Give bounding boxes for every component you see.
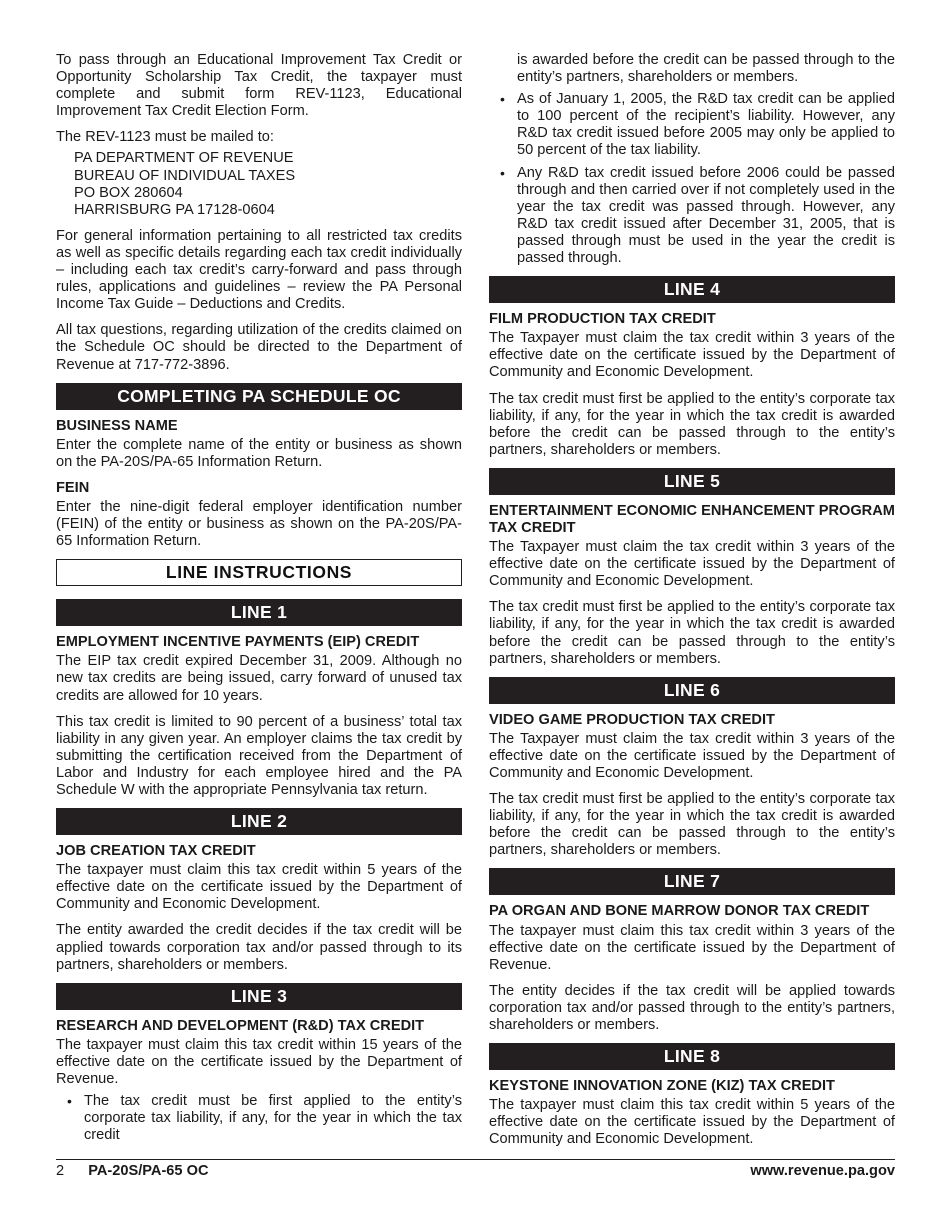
line-8-paragraph: The taxpayer must claim this tax credit within 5 years of the effective date on the certificate issued by the Department of Community and Economic Development. xyxy=(489,1097,895,1148)
line-1-paragraph: The EIP tax credit expired December 31, 2009. Although no new tax credits are being issued, carry forward of unused tax credits are allowed for 10 years. xyxy=(56,653,462,704)
line-1-bar: LINE 1 xyxy=(56,599,462,626)
line-1-paragraph: This tax credit is limited to 90 percent of a business’ total tax liability in any given year. An employer claims the tax credit by submitting the certification received from the Department of Labor and Industry for each employee hired and the PA Schedule W with the appropriate Pennsylvania tax return. xyxy=(56,713,462,798)
line-3-bullet-list-continued xyxy=(489,91,895,267)
line-5-paragraph: The tax credit must first be applied to the entity’s corporate tax liability, if any, for the year in which the tax credit is awarded before the credit can be passed through to the entity’s partners, shareholders or members. xyxy=(489,599,895,667)
general-info-paragraph: For general information pertaining to all restricted tax credits as well as specific details regarding each tax credit individually – including each tax credit’s carry-forward and pass through rules, applications and guidelines – review the PA Personal Income Tax Guide – Deductions and Credits. xyxy=(56,227,462,313)
bullet-item: • The tax credit must be first applied to the entity’s corporate tax liability, if any, for the year in which the tax credit xyxy=(84,1093,462,1144)
line-3-heading: RESEARCH AND DEVELOPMENT (R&D) TAX CREDIT xyxy=(56,1017,425,1034)
bullet-item: • Any R&D tax credit issued before 2006 could be passed through and then carried over if not completely used in the year the tax credit was passed through. However, any R&D tax credit issued after December 31, 2005, that is passed through must be used in the year the credit is passed through. xyxy=(517,165,895,268)
line-4-paragraph: The tax credit must first be applied to the entity’s corporate tax liability, if any, for the year in which the tax credit is awarded before the credit can be passed through to the entity’s partners, shareholders or members. xyxy=(489,390,895,458)
line-6-heading: VIDEO GAME PRODUCTION TAX CREDIT xyxy=(489,711,775,728)
fein-text: Enter the nine-digit federal employer identification number (FEIN) of the entity or business as shown on the PA-20S/PA-65 Information Return. xyxy=(56,498,462,550)
line-3-bullet-list xyxy=(56,1093,462,1144)
line-7-bar: LINE 7 xyxy=(489,868,895,895)
line-7-heading: PA ORGAN AND BONE MARROW DONOR TAX CREDIT xyxy=(489,903,870,920)
right-column xyxy=(489,52,895,1158)
line-7-paragraph: The entity decides if the tax credit will be applied towards corporation tax and/or passed through to the entity’s partners, shareholders or members. xyxy=(489,982,895,1034)
completing-schedule-heading: COMPLETING PA SCHEDULE OC xyxy=(56,383,462,410)
line-instructions-heading: LINE INSTRUCTIONS xyxy=(56,559,462,586)
line-2-paragraph: The taxpayer must claim this tax credit within 5 years of the effective date on the certificate issued by the Department of Community and Economic Development. xyxy=(56,862,462,913)
line-8-bar: LINE 8 xyxy=(489,1043,895,1070)
address-line: PO BOX 280604 xyxy=(74,184,183,201)
line-5-heading: ENTERTAINMENT ECONOMIC ENHANCEMENT PROGRAM TAX CREDIT xyxy=(489,502,895,536)
address-line: BUREAU OF INDIVIDUAL TAXES xyxy=(74,167,296,184)
contact-paragraph: All tax questions, regarding utilization of the credits claimed on the Schedule OC should be directed to the Department of Revenue at 717-772-3896. xyxy=(56,322,462,373)
line-1-heading: EMPLOYMENT INCENTIVE PAYMENTS (EIP) CREDIT xyxy=(56,634,420,651)
website-link[interactable]: www.revenue.pa.gov xyxy=(750,1163,895,1179)
line-2-paragraph: The entity awarded the credit decides if the tax credit will be applied towards corporation tax and/or passed through to its partners, shareholders or members. xyxy=(56,922,462,973)
footer-divider xyxy=(56,1159,895,1160)
form-identifier: PA-20S/PA-65 OC xyxy=(88,1163,209,1179)
left-column xyxy=(56,52,462,1153)
address-line: PA DEPARTMENT OF REVENUE xyxy=(74,150,294,167)
mailing-instruction: The REV-1123 must be mailed to: xyxy=(56,129,274,146)
line-5-paragraph: The Taxpayer must claim the tax credit within 3 years of the effective date on the certificate issued by the Department of Community and Economic Development. xyxy=(489,539,895,590)
mailing-address xyxy=(74,150,462,218)
line-4-heading: FILM PRODUCTION TAX CREDIT xyxy=(489,311,716,328)
page-number: 2 xyxy=(56,1163,65,1179)
footer-left xyxy=(56,1163,209,1180)
line-6-bar: LINE 6 xyxy=(489,677,895,704)
line-2-bar: LINE 2 xyxy=(56,808,462,835)
bullet-item: • As of January 1, 2005, the R&D tax credit can be applied to 100 percent of the recipient’s liability. However, any R&D tax credit issued before 2005 may only be applied to 50 percent of the tax liability. xyxy=(517,91,895,159)
line-8-heading: KEYSTONE INNOVATION ZONE (KIZ) TAX CREDIT xyxy=(489,1078,835,1095)
line-4-paragraph: The Taxpayer must claim the tax credit within 3 years of the effective date on the certificate issued by the Department of Community and Economic Development. xyxy=(489,330,895,381)
address-line: HARRISBURG PA 17128-0604 xyxy=(74,201,275,218)
line-6-paragraph: The tax credit must first be applied to the entity’s corporate tax liability, if any, for the year in which the tax credit is awarded before the credit can be passed through to the entity’s partners, shareholders or members. xyxy=(489,791,895,859)
line-6-paragraph: The Taxpayer must claim the tax credit within 3 years of the effective date on the certificate issued by the Department of Community and Economic Development. xyxy=(489,730,895,781)
line-7-paragraph: The taxpayer must claim this tax credit within 3 years of the effective date on the certificate issued by the Department of Revenue. xyxy=(489,922,895,973)
intro-paragraph: To pass through an Educational Improvement Tax Credit or Opportunity Scholarship Tax Credit, the taxpayer must complete and submit form REV-1123, Educational Improvement Tax Credit Election Form. xyxy=(56,52,462,120)
bullet-continuation: is awarded before the credit can be passed through to the entity’s partners, shareholders or members. xyxy=(517,52,895,86)
line-2-heading: JOB CREATION TAX CREDIT xyxy=(56,843,256,860)
line-4-bar: LINE 4 xyxy=(489,276,895,303)
business-name-heading: BUSINESS NAME xyxy=(56,417,178,434)
line-3-bar: LINE 3 xyxy=(56,983,462,1010)
line-5-bar: LINE 5 xyxy=(489,468,895,495)
business-name-text: Enter the complete name of the entity or business as shown on the PA-20S/PA-65 Information Return. xyxy=(56,436,462,470)
line-3-paragraph: The taxpayer must claim this tax credit within 15 years of the effective date on the certificate issued by the Department of Revenue. xyxy=(56,1036,462,1088)
fein-heading: FEIN xyxy=(56,479,90,496)
